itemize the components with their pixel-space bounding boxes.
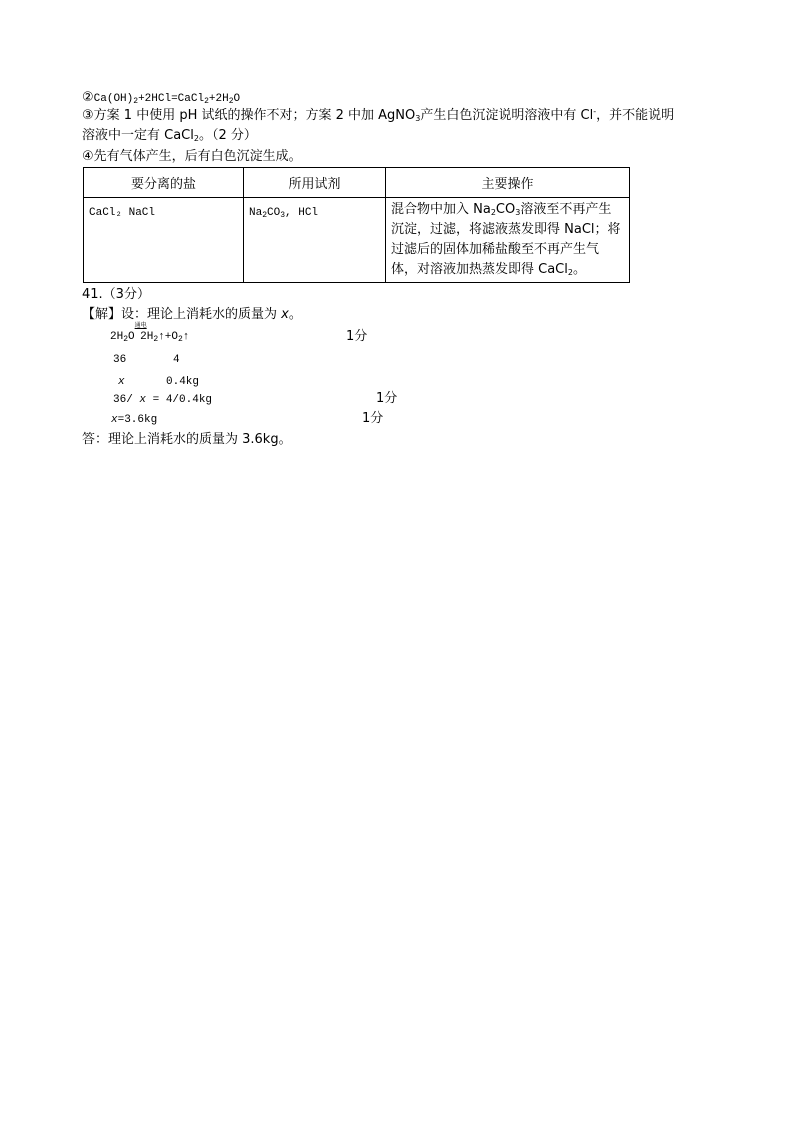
line-5: ④先有气体产生，后有白色沉淀生成。 [82, 149, 302, 164]
q41-proportion: 36/ x = 4/0.4kg [113, 394, 213, 406]
q41-heading: 41.（3分） [82, 287, 150, 302]
q41-equation: $2H_2O$ 通电 $2H_2↑+O_2↑$ [110, 322, 190, 344]
cell-reagent: $Na_2CO_3$, HCl [244, 198, 386, 283]
q41-score-3: 1分 [362, 411, 384, 426]
header-operation: 主要操作 [386, 168, 630, 198]
line-4: 溶液中一定有 CaCl$_2$。（2 分） [82, 128, 257, 143]
q41-result: x=3.6kg [111, 414, 158, 426]
q41-solve: 【解】设：理论上消耗水的质量为 x。 [82, 307, 302, 322]
table-row [84, 198, 630, 283]
separation-table [83, 167, 630, 283]
q41-score-1: 1分 [346, 329, 368, 344]
q41-ratio-4: 4 [173, 354, 180, 366]
q41-ratio-36: 36 [113, 354, 127, 366]
line-3: ③方案 1 中使用 pH 试纸的操作不对；方案 2 中加 AgNO$_3$产生白色沉淀说明溶液中有 Cl-，并不能说明 [82, 107, 675, 123]
equation-line-2: $②Ca(OH)_2+2HCl=CaCl_2+2H_2O$ [82, 90, 241, 106]
q41-mass-h2: 0.4kg [166, 376, 200, 388]
q41-score-2: 1分 [376, 391, 398, 406]
q41-answer: 答：理论上消耗水的质量为 3.6kg。 [82, 432, 292, 447]
cell-salts: CaCl₂ NaCl [84, 198, 244, 283]
header-salt: 要分离的盐 [84, 168, 244, 198]
table-header-row [84, 168, 630, 198]
cell-operation: 混合物中加入 $Na_2CO_3$溶液至不再产生沉淀，过滤，将滤液蒸发即得 NaCl；将过滤后的固体加稀盐酸至不再产生气体，对溶液加热蒸发即得 CaCl$_2$。 [386, 198, 630, 283]
header-reagent: 所用试剂 [244, 168, 386, 198]
q41-var-x: x [118, 376, 125, 388]
